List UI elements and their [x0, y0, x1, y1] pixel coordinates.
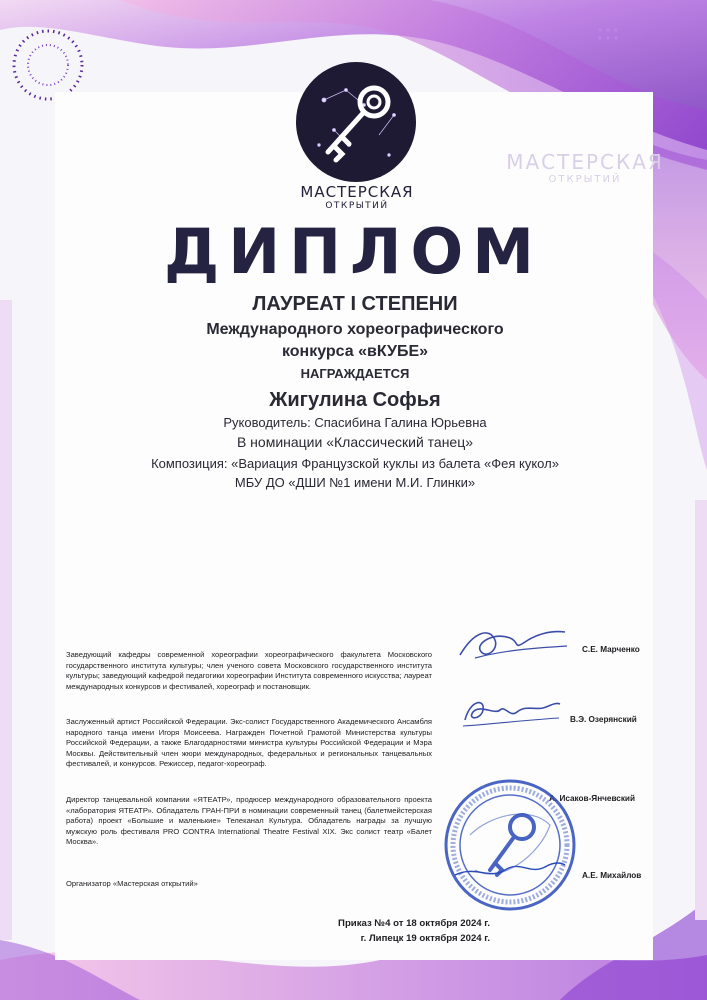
recipient-name: Жигулина Софья [269, 389, 441, 411]
competition-line2: конкурса «вКУБЕ» [281, 343, 429, 360]
logo-emblem [294, 60, 418, 184]
competition-line1: Международного хореографического [206, 321, 504, 338]
order-line2: г. Липецк 19 октября 2024 г. [360, 933, 490, 944]
signature-name-3: А. Исаков-Янчевский [549, 794, 635, 803]
diploma-title: ДИПЛОМ [164, 215, 543, 288]
laureate-degree: ЛАУРЕАТ I СТЕПЕНИ [252, 293, 458, 315]
signature-mikhailov [450, 845, 570, 895]
awarded-label: НАГРАЖДАЕТСЯ [300, 366, 410, 381]
composition-line: Композиция: «Вариация Французской куклы из балета «Фея кукол» [151, 456, 559, 471]
signature-name-2: В.Э. Озерянский [570, 715, 637, 724]
jury-description-3: Директор танцевальной компании «ЯТЕАТР», продюсер международного образовательного проекта «лаборатория ЯТЕАТР». Обладатель ГРАН-ПРИ в номинации современный танец (балетмейстерская работа) проект «Большие и маленькие» Телеканал Культура. Обладатель награды за лучшую мужскую роль фестиваля PRO CONTRA International Theatre Festival XIX. Экс солист театр «Балет Москва». [66, 795, 432, 847]
jury-description-1: Заведующий кафедры современной хореографии хореографического факультета Московского государственного института культуры; член ученого совета Московского государственного института культуры; заведующий кафедрой педагогики хореографии Института современного искусства; лауреат международных конкурсов и фестивалей, хореограф и постановщик. [66, 650, 432, 691]
watermark-line1: МАСТЕРСКАЯ [506, 150, 664, 174]
key-icon [294, 60, 418, 184]
signature-marchenko [455, 620, 575, 670]
organizer-line: Организатор «Мастерская открытий» [66, 879, 198, 888]
watermark-logo [500, 150, 670, 185]
jury-description-2: Заслуженный артист Российской Федерации. Экс-солист Государственного Академического Ансамбля народного танца имени Игоря Моисеева. Награжден Почетной Грамотой Министерства культуры Российской Федерации, а также Благодарностями министра культуры Российской Федерации и Мэра Москвы. Действительный член жюри международных, федеральных и региональных танцевальных фестивалей, и конкурсов. Режиссер, педагог-хореограф. [66, 717, 432, 769]
school-line: МБУ ДО «ДШИ №1 имени М.И. Глинки» [234, 475, 476, 490]
nomination-line: В номинации «Классический танец» [236, 434, 474, 450]
leader-line: Руководитель: Спасибина Галина Юрьевна [223, 415, 487, 430]
watermark-line2: ОТКРЫТИЙ [548, 174, 622, 185]
signature-ozeryansky [455, 690, 565, 735]
order-line1: Приказ №4 от 18 октября 2024 г. [338, 918, 490, 929]
signature-name-1: С.Е. Марченко [582, 645, 640, 654]
logo-text-line1: МАСТЕРСКАЯ [300, 183, 414, 201]
logo-text-line2: ОТКРЫТИЙ [325, 201, 389, 211]
signature-name-4: А.Е. Михайлов [582, 871, 642, 880]
